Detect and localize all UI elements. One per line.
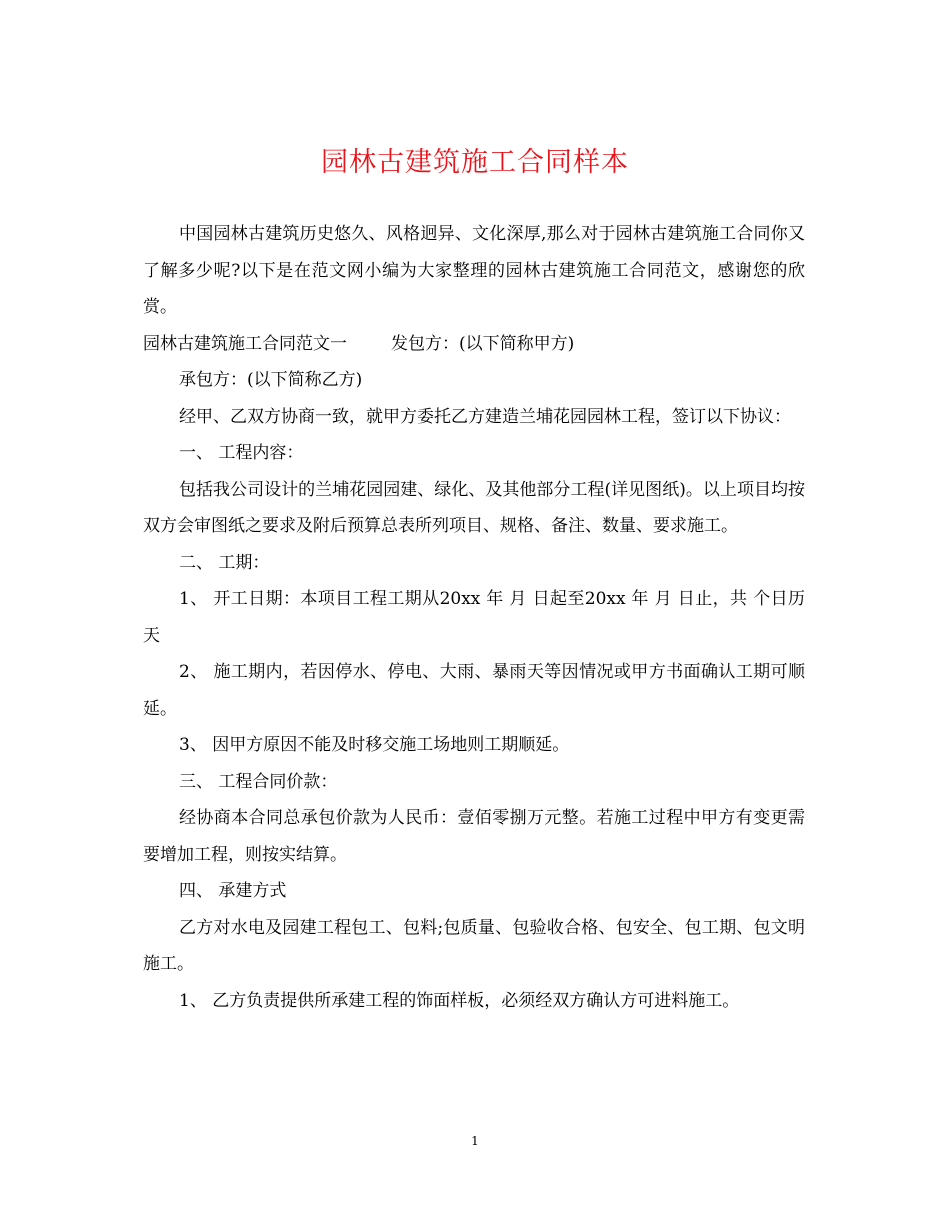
document-body	[143, 216, 805, 1019]
section-2-item-1: 1、 开工日期：本项目工程工期从20xx 年 月 日起至20xx 年 月 日止，共 个日历天	[143, 589, 805, 646]
document-title: 园林古建筑施工合同样本	[321, 147, 629, 178]
page-number: 1	[471, 1134, 479, 1148]
sample-heading: 园林古建筑施工合同范文一	[143, 333, 347, 354]
intro-paragraph: 中国园林古建筑历史悠久、风格迥异、文化深厚,那么对于园林古建筑施工合同你又了解多少呢?以下是在范文网小编为大家整理的园林古建筑施工合同范文，感谢您的欣赏。	[143, 224, 805, 317]
party-a-line: 发包方：(以下简称甲方)	[391, 333, 575, 354]
section-4-item-1: 1、 乙方负责提供所承建工程的饰面样板，必须经双方确认方可进料施工。	[179, 990, 740, 1011]
section-2-item-3: 3、 因甲方原因不能及时移交施工场地则工期顺延。	[179, 735, 570, 755]
section-3-heading: 三、 工程合同价款：	[179, 771, 338, 792]
agreement-paragraph: 经甲、乙双方协商一致，就甲方委托乙方建造兰埔花园园林工程，签订以下协议：	[179, 406, 791, 427]
section-2-item-2: 2、 施工期内，若因停水、停电、大雨、暴雨天等因情况或甲方书面确认工期可顺延。	[143, 662, 805, 719]
section-4-heading: 四、 承建方式	[179, 881, 287, 901]
section-2-heading: 二、 工期：	[179, 552, 270, 573]
party-b-line: 承包方：(以下简称乙方)	[179, 370, 363, 390]
sample-heading-line	[143, 326, 805, 363]
section-4-text: 乙方对水电及园建工程包工、包料;包质量、包验收合格、包安全、包工期、包文明施工。	[143, 917, 805, 974]
section-3-text: 经协商本合同总承包价款为人民币：壹佰零捌万元整。若施工过程中甲方有变更需要增加工程，则按实结算。	[143, 808, 805, 865]
section-1-text: 包括我公司设计的兰埔花园园建、绿化、及其他部分工程(详见图纸)。以上项目均按双方会审图纸之要求及附后预算总表所列项目、规格、备注、数量、要求施工。	[143, 479, 805, 536]
section-1-heading: 一、 工程内容：	[179, 443, 304, 463]
